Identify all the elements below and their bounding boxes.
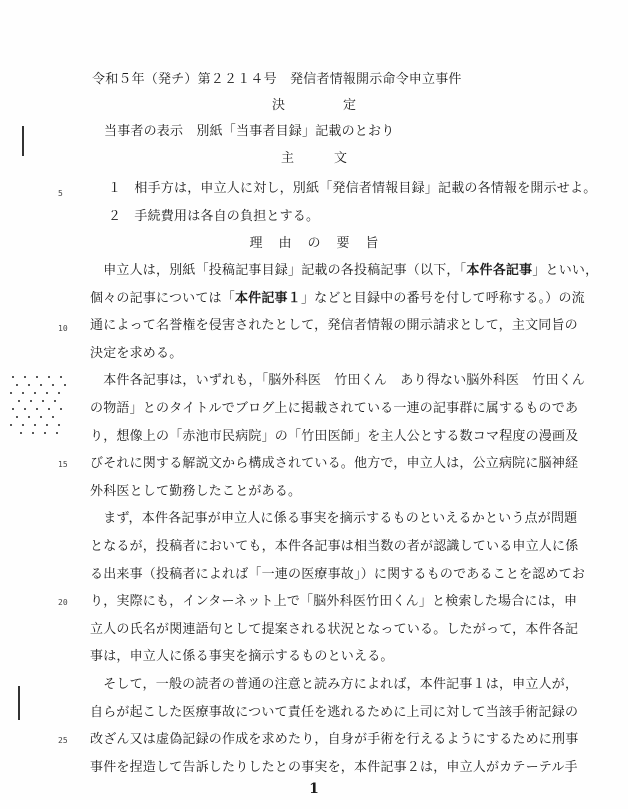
- scan-dot: [58, 424, 60, 426]
- body-line: [90, 346, 182, 362]
- scan-dot: [10, 424, 12, 426]
- body-text: 立人の氏名が関連語句として提案される状況となっている。したがって，本件各記: [90, 622, 579, 637]
- line-number-25: 25: [58, 736, 68, 745]
- punch-hole-dots: [8, 374, 68, 444]
- scan-dot: [44, 432, 46, 434]
- scan-dot: [12, 408, 14, 410]
- body-text: 決定を求める。: [90, 346, 183, 361]
- body-line: [90, 456, 578, 472]
- scan-dot: [12, 376, 14, 378]
- body-text: 本件各記事は，いずれも，「脳外科医 竹田くん あり得ない脳外科医 竹田くん: [90, 373, 586, 388]
- page-number: 1: [309, 781, 319, 797]
- body-text: 自らが起こした医療事故について責任を逃れるために上司に対して当該手術記録の: [90, 705, 579, 720]
- scan-dot: [18, 400, 20, 402]
- body-text: まず，本件各記事が申立人に係る事実を摘示するものといえるかという点が問題: [90, 511, 578, 526]
- body-text: 事は，申立人に係る事実を摘示するものといえる。: [90, 649, 394, 664]
- body-line: [90, 567, 585, 583]
- scan-dot: [48, 408, 50, 410]
- scan-dot: [48, 376, 50, 378]
- scan-dot: [56, 432, 58, 434]
- scan-dot: [46, 392, 48, 394]
- body-line: [90, 732, 578, 748]
- body-text: る出来事（投稿者によれば「一連の医療事故」）に関するものであることを認めてお: [90, 567, 586, 582]
- body-text: びそれに関する解説文から構成されている。他方で，申立人は，公立病院に脳神経: [90, 456, 579, 471]
- scan-dot: [30, 400, 32, 402]
- body-text: 」などと目録中の番号を付して呼称する。）の流: [300, 291, 585, 306]
- heading-main-text: 主文: [280, 151, 387, 166]
- scan-dot: [24, 376, 26, 378]
- heading-decision: [0, 98, 628, 114]
- main-item-1: １ 相手方は，申立人に対し，別紙「発信者情報目録」記載の各情報を開示せよ。: [108, 181, 597, 196]
- scan-dot: [10, 392, 12, 394]
- body-line: [90, 677, 578, 693]
- parties-line: 当事者の表示 別紙「当事者目録」記載のとおり: [104, 124, 395, 139]
- margin-mark-bottom: [18, 686, 20, 720]
- body-text: 改ざん又は虚偽記録の作成を求めたり，自身が手術を行えるようにするために刑事: [90, 732, 579, 747]
- heading-reasons-text: 理由の要旨: [249, 236, 395, 251]
- body-line: [90, 263, 598, 279]
- body-line: [90, 373, 585, 389]
- body-line: [90, 291, 585, 307]
- heading-reasons: [0, 236, 628, 252]
- body-line: [90, 539, 578, 555]
- body-line: [90, 401, 578, 417]
- scan-dot: [34, 424, 36, 426]
- heading-decision-text: 決定: [271, 98, 414, 113]
- body-text: 申立人は，別紙「投稿記事目録」記載の各投稿記事（以下，「: [90, 263, 467, 278]
- body-text: そして，一般の読者の普通の注意と読み方によれば，本件記事１は，申立人が，: [90, 677, 579, 692]
- scan-dot: [54, 400, 56, 402]
- body-text: 個々の記事については「: [90, 291, 235, 306]
- body-line: [90, 429, 578, 445]
- body-line: [90, 511, 577, 527]
- scan-dot: [36, 408, 38, 410]
- body-line: [90, 622, 578, 638]
- body-line: [90, 594, 577, 610]
- scan-dot: [22, 392, 24, 394]
- heading-main: [0, 151, 628, 167]
- scan-dot: [60, 408, 62, 410]
- body-text: り，想像上の「赤池市民病院」の「竹田医師」を主人公とする数コマ程度の漫画及: [90, 429, 579, 444]
- scan-dot: [16, 416, 18, 418]
- scan-dot: [36, 376, 38, 378]
- scan-dot: [20, 432, 22, 434]
- body-line: [90, 649, 394, 665]
- body-text: り，実際にも，インターネット上で「脳外科医竹田くん」と検索した場合には，申: [90, 594, 578, 609]
- scan-dot: [58, 392, 60, 394]
- scan-dot: [32, 432, 34, 434]
- scan-dot: [60, 376, 62, 378]
- body-line: [90, 318, 578, 334]
- line-number-10: 10: [58, 324, 68, 333]
- body-line: [90, 760, 578, 776]
- scan-dot: [24, 408, 26, 410]
- body-text: となるが，投稿者においても，本件各記事は相当数の者が認識している申立人に係: [90, 539, 579, 554]
- body-line: [90, 705, 578, 721]
- line-number-5: 5: [58, 189, 63, 198]
- main-item-2: ２ 手続費用は各自の負担とする。: [108, 209, 320, 224]
- scan-dot: [64, 384, 66, 386]
- line-number-15: 15: [58, 460, 68, 469]
- defined-term: 本件各記事: [466, 263, 533, 278]
- scan-dot: [22, 424, 24, 426]
- scan-dot: [40, 416, 42, 418]
- scan-dot: [34, 392, 36, 394]
- case-number: 令和５年（発チ）第２２１４号 発信者情報開示命令申立事件: [92, 72, 462, 87]
- scan-dot: [52, 416, 54, 418]
- line-number-20: 20: [58, 598, 68, 607]
- body-text: 事件を捏造して告訴したりしたとの事実を，本件記事２は，申立人がカテーテル手: [90, 760, 578, 775]
- scan-dot: [28, 384, 30, 386]
- scan-dot: [46, 424, 48, 426]
- body-text: 外科医として勤務したことがある。: [90, 484, 302, 499]
- scan-dot: [28, 416, 30, 418]
- margin-mark-top: [22, 126, 24, 156]
- body-line: [90, 484, 301, 500]
- body-text: の物語」とのタイトルでブログ上に掲載されている一連の記事群に属するものであ: [90, 401, 579, 416]
- scan-dot: [52, 384, 54, 386]
- scan-dot: [16, 384, 18, 386]
- scan-dot: [40, 384, 42, 386]
- body-text: 」といい，: [532, 263, 599, 278]
- scan-dot: [42, 400, 44, 402]
- defined-term: 本件記事１: [234, 291, 301, 306]
- body-text: 通によって名誉権を侵害されたとして，発信者情報の開示請求として，主文同旨の: [90, 318, 578, 333]
